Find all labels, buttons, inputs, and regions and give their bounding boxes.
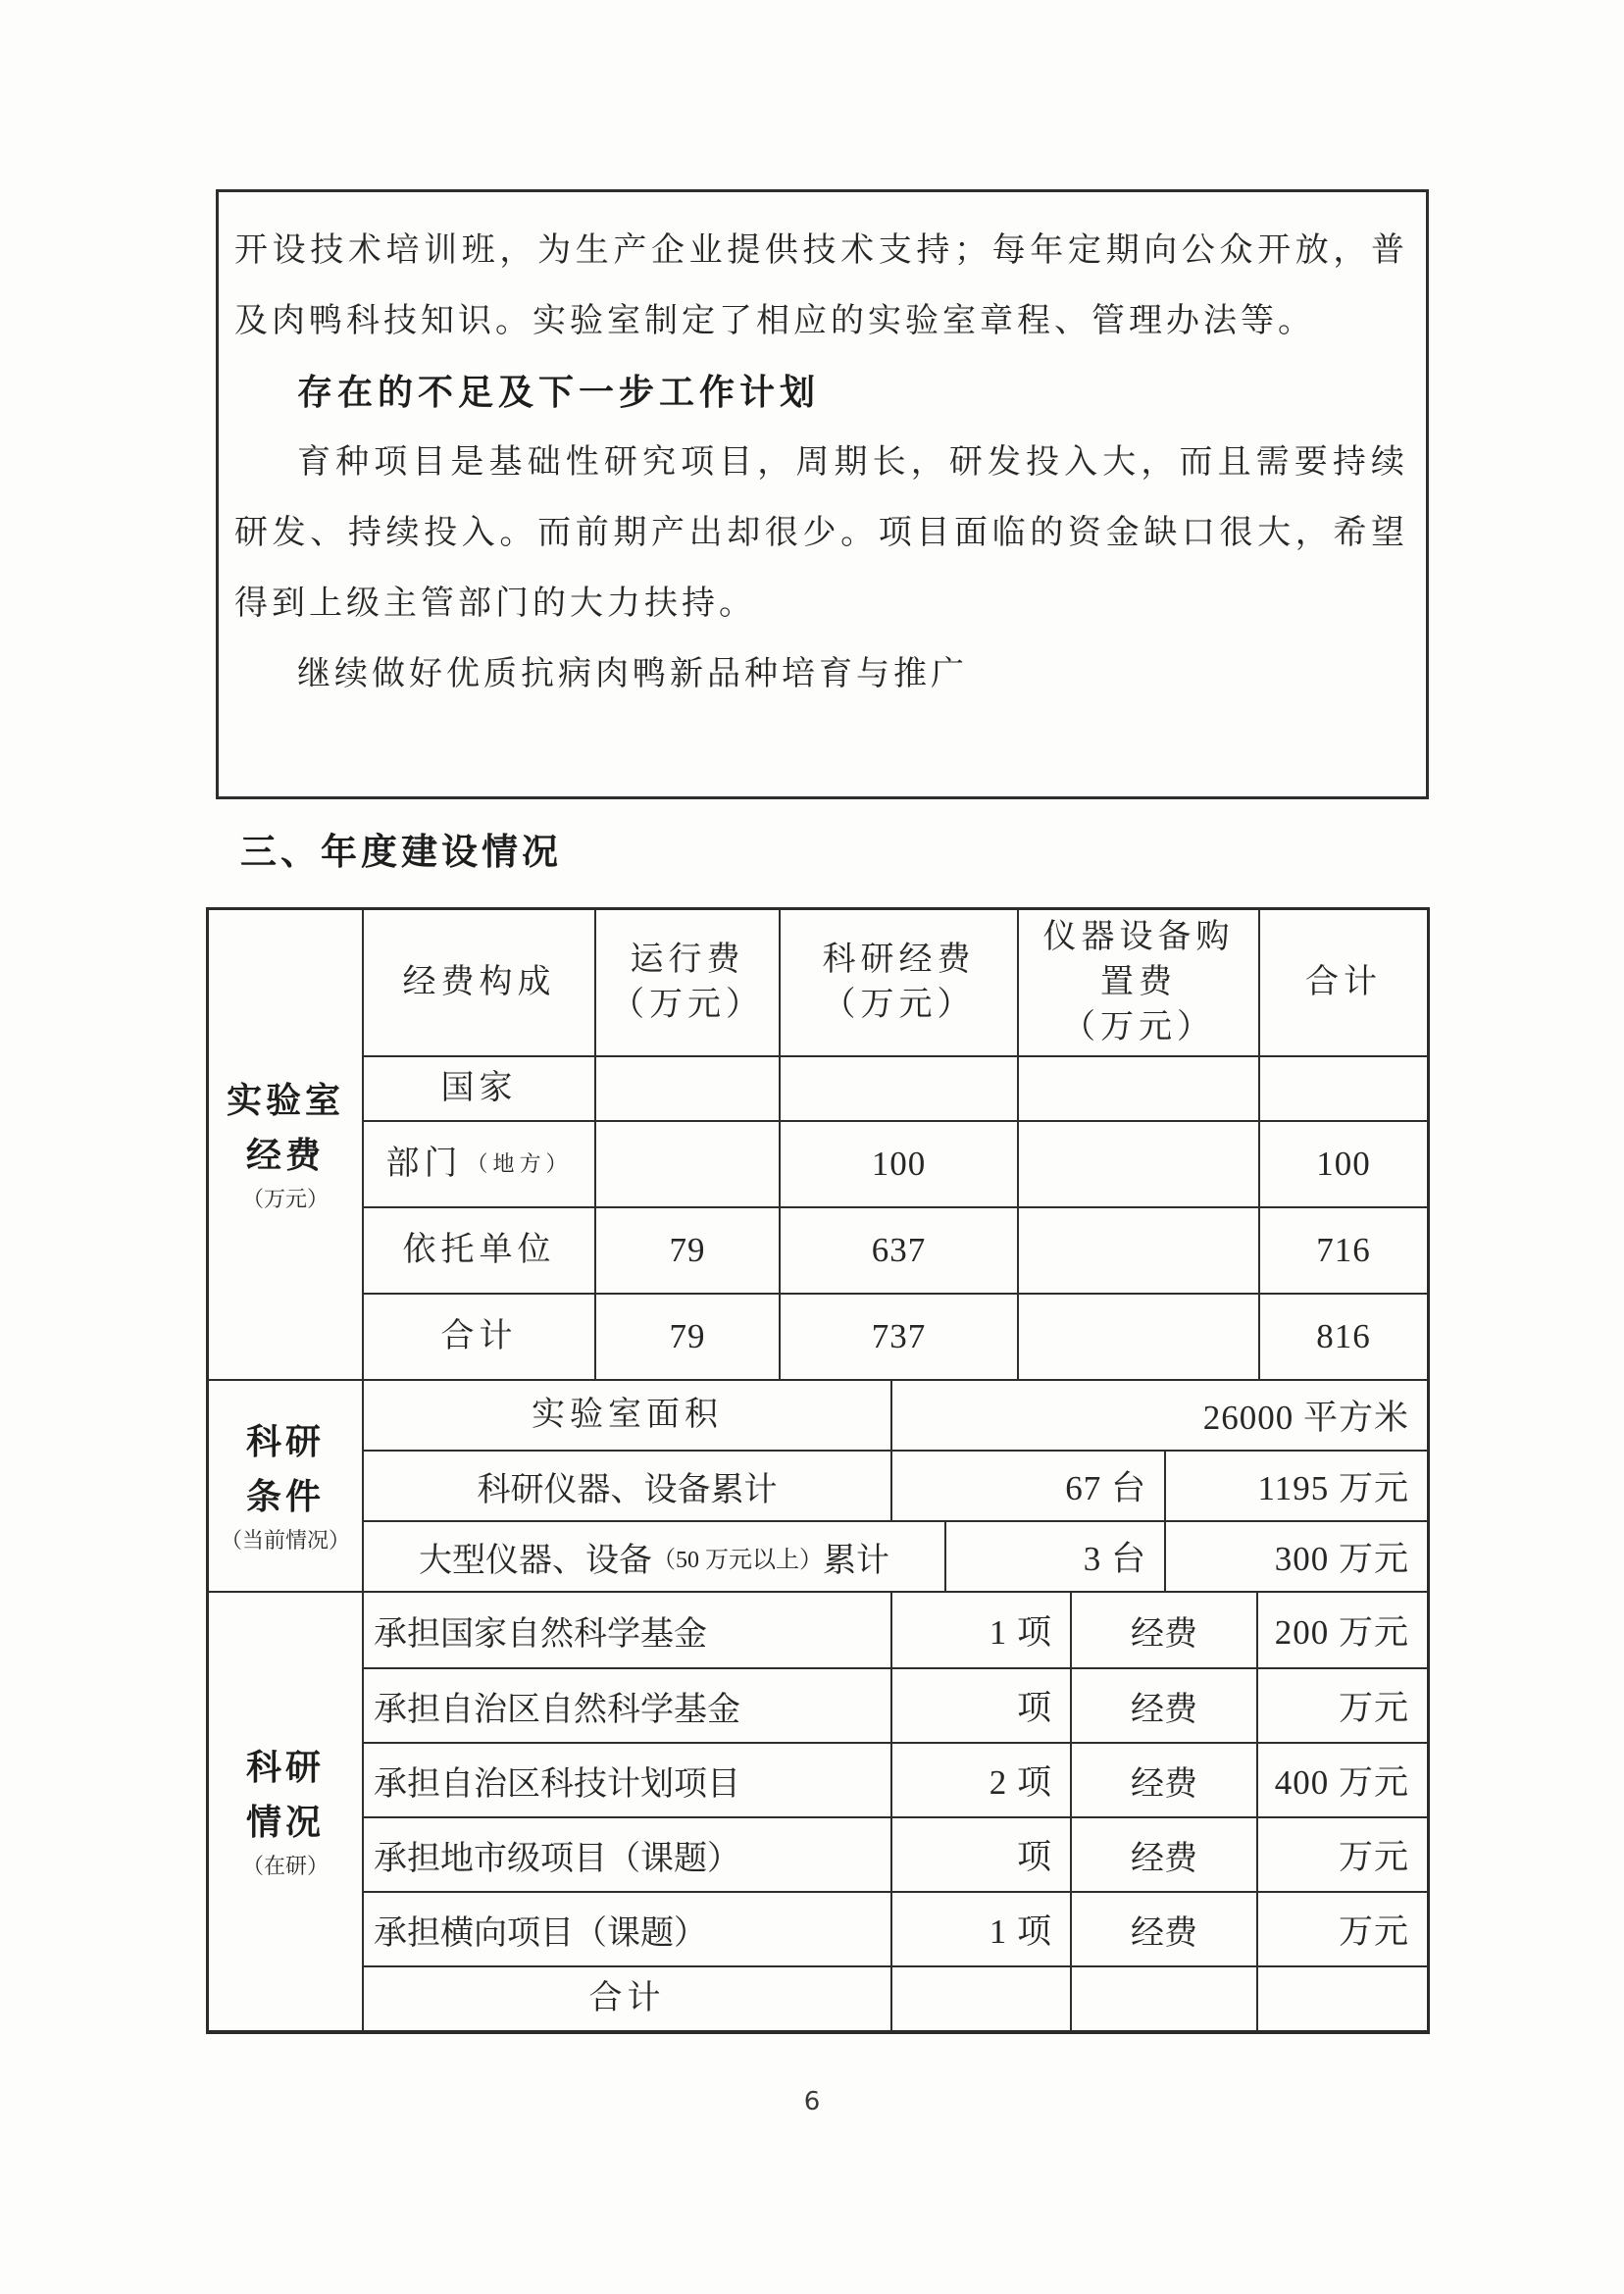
subsection-title: 存在的不足及下一步工作计划 xyxy=(297,373,821,412)
research-section-label xyxy=(209,1593,364,2030)
table-row xyxy=(364,1120,1427,1206)
equipment-value xyxy=(1017,1122,1258,1206)
text-line: 及肉鸭科技知识。实验室制定了相应的实验室章程、管理办法等。 xyxy=(234,303,1315,339)
instruments-value: 1195 万元 xyxy=(1164,1452,1427,1520)
conditions-label-line2: 条件 xyxy=(245,1477,325,1516)
project-amount: 万元 xyxy=(1256,1818,1427,1891)
project-label: 承担国家自然科学基金 xyxy=(374,1615,707,1653)
project-amount: 200 万元 xyxy=(1256,1593,1427,1667)
fee-label: 经费 xyxy=(1070,1744,1256,1816)
fee-label: 经费 xyxy=(1070,1669,1256,1742)
table-row xyxy=(364,1381,1427,1450)
equipment-value xyxy=(1017,1057,1258,1120)
research-label-line2: 情况 xyxy=(245,1803,325,1842)
funding-label-line1: 实验室 xyxy=(226,1081,344,1120)
header-total: 合计 xyxy=(1258,910,1427,1055)
fee-label: 经费 xyxy=(1070,1818,1256,1891)
annual-construction-table xyxy=(206,907,1430,2034)
project-count: 项 xyxy=(890,1818,1070,1891)
conditions-label-line1: 科研 xyxy=(245,1422,325,1461)
table-row xyxy=(364,1667,1427,1742)
project-label: 承担地市级项目（课题） xyxy=(374,1840,740,1877)
text-line: 育种项目是基础性研究项目，周期长，研发投入大，而且需要持续 xyxy=(297,444,1408,481)
equipment-value xyxy=(1017,1208,1258,1293)
operating-value: 79 xyxy=(594,1295,779,1379)
section-heading: 三、年度建设情况 xyxy=(240,833,562,873)
table-row xyxy=(364,1450,1427,1520)
project-count: 1 项 xyxy=(890,1593,1070,1667)
text-line: 继续做好优质抗病肉鸭新品种培育与推广 xyxy=(297,656,968,692)
text-line: 研发、持续投入。而前期产出却很少。项目面临的资金缺口很大，希望 xyxy=(234,515,1408,551)
project-label: 承担横向项目（课题） xyxy=(374,1914,707,1952)
table-total-row xyxy=(364,1965,1427,2030)
funding-section-label xyxy=(209,910,364,1379)
total-value xyxy=(1258,1057,1427,1120)
table-header-row xyxy=(364,910,1427,1055)
large-instruments-label: 大型仪器、设备 （50 万元以上） 累计 xyxy=(364,1522,944,1591)
instruments-label: 科研仪器、设备累计 xyxy=(477,1471,778,1508)
table-row xyxy=(364,1816,1427,1891)
table-row xyxy=(364,1520,1427,1591)
funding-row-name: 部门 （地方） xyxy=(364,1122,594,1206)
text-line: 开设技术培训班，为生产企业提供技术支持；每年定期向公众开放，普 xyxy=(234,232,1408,269)
operating-value: 79 xyxy=(594,1208,779,1293)
large-instruments-value: 300 万元 xyxy=(1164,1522,1427,1591)
research-rows xyxy=(364,1593,1427,2030)
report-text-box xyxy=(216,189,1429,799)
funding-row-name: 依托单位 xyxy=(402,1232,556,1268)
header-equipment: 仪器设备购 置费 （万元） xyxy=(1017,910,1258,1055)
project-count: 项 xyxy=(890,1669,1070,1742)
table-row xyxy=(364,1891,1427,1965)
research-section xyxy=(209,1591,1427,2030)
table-row xyxy=(364,1206,1427,1293)
funding-label-line2: 经费 xyxy=(245,1136,325,1175)
total-value: 100 xyxy=(1258,1122,1427,1206)
area-value: 26000 平方米 xyxy=(890,1381,1427,1450)
equipment-value xyxy=(1017,1295,1258,1379)
project-amount: 万元 xyxy=(1256,1893,1427,1965)
research-value: 737 xyxy=(779,1295,1017,1379)
table-row xyxy=(364,1055,1427,1120)
instruments-count: 67 台 xyxy=(890,1452,1164,1520)
total-value: 816 xyxy=(1258,1295,1427,1379)
large-label-small: （50 万元以上） xyxy=(652,1547,823,1573)
operating-value xyxy=(594,1057,779,1120)
funding-row-name: 国家 xyxy=(440,1070,518,1106)
fee-label: 经费 xyxy=(1070,1893,1256,1965)
project-amount: 400 万元 xyxy=(1256,1744,1427,1816)
funding-row-name: 合计 xyxy=(440,1318,518,1354)
table-row xyxy=(364,1293,1427,1379)
project-amount: 万元 xyxy=(1256,1669,1427,1742)
fee-label: 经费 xyxy=(1070,1593,1256,1667)
conditions-rows xyxy=(364,1381,1427,1591)
empty-cell xyxy=(890,1967,1070,2030)
table-row xyxy=(364,1742,1427,1816)
funding-section xyxy=(209,910,1427,1379)
conditions-section xyxy=(209,1379,1427,1591)
research-value xyxy=(779,1057,1017,1120)
research-value: 100 xyxy=(779,1122,1017,1206)
row-name-suffix: （地方） xyxy=(466,1151,573,1176)
project-count: 2 项 xyxy=(890,1744,1070,1816)
header-operating: 运行费 （万元） xyxy=(594,910,779,1055)
research-label-line1: 科研 xyxy=(245,1748,325,1787)
large-instruments-count: 3 台 xyxy=(944,1522,1164,1591)
research-label-unit: （在研） xyxy=(241,1854,329,1878)
header-research: 科研经费 （万元） xyxy=(779,910,1017,1055)
project-count: 1 项 xyxy=(890,1893,1070,1965)
text-line: 得到上级主管部门的大力扶持。 xyxy=(234,586,756,622)
research-total-label: 合计 xyxy=(588,1980,666,2016)
header-composition: 经费构成 xyxy=(402,964,556,1000)
page-number: 6 xyxy=(803,2087,821,2116)
operating-value xyxy=(594,1122,779,1206)
empty-cell xyxy=(1256,1967,1427,2030)
project-label: 承担自治区自然科学基金 xyxy=(374,1691,740,1728)
funding-label-unit: （万元） xyxy=(241,1187,329,1211)
funding-rows xyxy=(364,910,1427,1379)
conditions-section-label xyxy=(209,1381,364,1591)
project-label: 承担自治区科技计划项目 xyxy=(374,1765,740,1803)
conditions-label-unit: （当前情况） xyxy=(220,1528,350,1553)
research-value: 637 xyxy=(779,1208,1017,1293)
total-value: 716 xyxy=(1258,1208,1427,1293)
empty-cell xyxy=(1070,1967,1256,2030)
area-label: 实验室面积 xyxy=(532,1397,723,1433)
table-row xyxy=(364,1593,1427,1667)
